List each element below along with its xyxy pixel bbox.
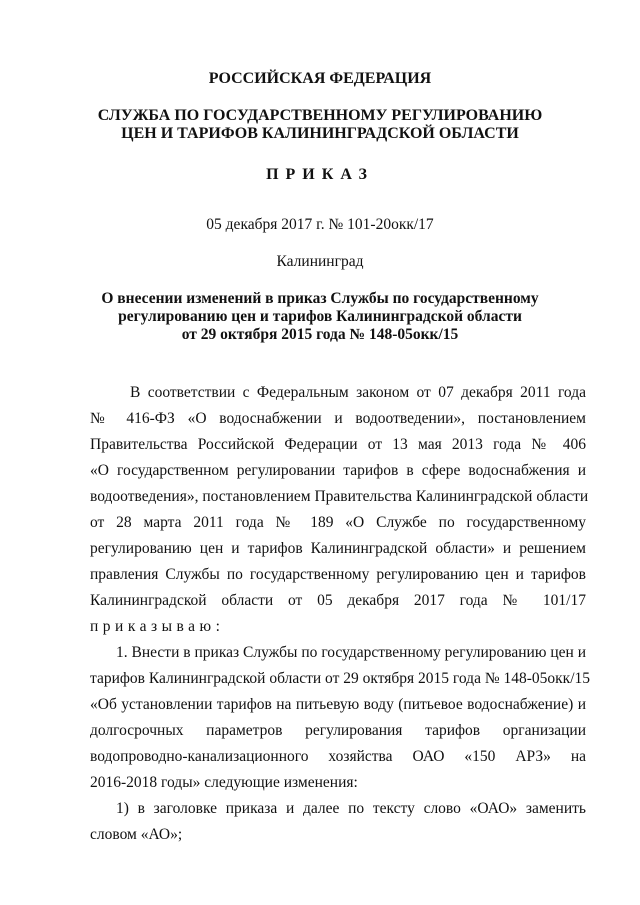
body-line: водоотведения», постановлением Правительства Калининградской области: [90, 488, 589, 505]
body-line: правления Службы по государственному регулированию цен и тарифов: [90, 566, 586, 583]
body-line: словом «АО»;: [90, 826, 183, 843]
body-line: от 28 марта 2011 года № 189 «О Службе по государственному: [90, 514, 586, 531]
body-line: Калининградской области от 05 декабря 2017 года № 101/17: [90, 592, 586, 609]
city: Калининград: [276, 253, 364, 270]
body-line: Правительства Российской Федерации от 13 мая 2013 года № 406: [90, 436, 586, 453]
body-line-decree: приказываю:: [90, 618, 225, 635]
subject-line2: регулированию цен и тарифов Калининградской области: [118, 308, 522, 325]
body-line: 1) в заголовке приказа и далее по тексту слово «ОАО» заменить: [116, 800, 586, 817]
body-line: «О государственном регулировании тарифов в сфере водоснабжения и: [90, 462, 586, 479]
body-line: долгосрочных параметров регулирования тарифов организации: [90, 722, 586, 739]
body-line: регулированию цен и тарифов Калининградской области» и решением: [90, 540, 586, 557]
body-line: «Об установлении тарифов на питьевую воду (питьевое водоснабжение) и: [90, 696, 586, 713]
agency-heading-line2: ЦЕН И ТАРИФОВ КАЛИНИНГРАДСКОЙ ОБЛАСТИ: [121, 125, 519, 142]
body-line: 2016-2018 годы» следующие изменения:: [90, 774, 358, 791]
subject-line1: О внесении изменений в приказ Службы по государственному: [101, 290, 539, 307]
date-and-number: 05 декабря 2017 г. № 101-20окк/17: [206, 216, 434, 233]
subject-line3: от 29 октября 2015 года № 148-05окк/15: [181, 326, 459, 343]
body-line: В соответствии с Федеральным законом от 07 декабря 2011 года: [130, 384, 586, 401]
federation-heading: РОССИЙСКАЯ ФЕДЕРАЦИЯ: [208, 70, 432, 87]
body-line: 1. Внести в приказ Службы по государственному регулированию цен и: [116, 644, 586, 661]
agency-heading-line1: СЛУЖБА ПО ГОСУДАРСТВЕННОМУ РЕГУЛИРОВАНИЮ: [97, 107, 543, 124]
body-line: № 416-ФЗ «О водоснабжении и водоотведении», постановлением: [90, 410, 586, 427]
body-line: водопроводно-канализационного хозяйства ОАО «150 АРЗ» на: [90, 748, 586, 765]
document-type: ПРИКАЗ: [266, 166, 374, 183]
body-line: тарифов Калининградской области от 29 октября 2015 года № 148-05окк/15: [90, 670, 591, 687]
order-body: [90, 381, 591, 851]
